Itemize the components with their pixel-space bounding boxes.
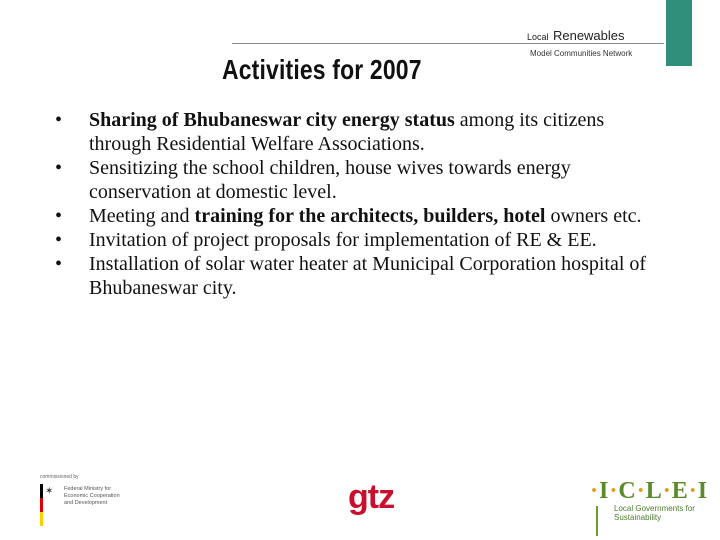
bullet-bold-text: training for the architects, builders, hotel — [194, 205, 546, 227]
bullet-text: Installation of solar water heater at Municipal Corporation hospital of Bhubaneswar city. — [89, 253, 647, 299]
bullet-text: owners etc. — [545, 205, 642, 227]
bullet-text: Meeting and — [89, 205, 195, 227]
bullet-text: Sensitizing the school children, house wives towards energy conservation at domestic level. — [89, 157, 571, 203]
brand-subtitle: Model Communities Network — [530, 49, 633, 58]
bmz-commissioned-text: commissioned by — [40, 474, 79, 480]
german-flag-icon — [40, 484, 43, 526]
slide-title: Activities for 2007 — [222, 54, 422, 85]
iclei-bracket-icon — [596, 506, 603, 536]
brand-local: Local — [527, 32, 549, 42]
list-item — [55, 228, 655, 252]
iclei-letter: L — [645, 478, 663, 504]
iclei-dot-icon: · — [590, 478, 600, 504]
list-item — [55, 204, 655, 228]
iclei-dot-icon: · — [688, 478, 698, 504]
brand-renewables: Renewables — [552, 28, 625, 43]
bullet-dot: • — [55, 109, 63, 131]
iclei-dot-icon: · — [662, 478, 672, 504]
header-accent-bar — [666, 0, 692, 66]
bullet-dot: • — [55, 157, 63, 179]
iclei-letter: I — [599, 478, 610, 504]
iclei-dot-icon: · — [636, 478, 646, 504]
bullet-text: Invitation of project proposals for implementation of RE & EE. — [89, 229, 597, 251]
list-item — [55, 156, 655, 204]
iclei-dot-icon: · — [609, 478, 619, 504]
iclei-letter: I — [697, 478, 709, 504]
bullet-dot: • — [55, 229, 63, 251]
local-renewables-brand — [527, 27, 625, 45]
eagle-icon: ✶ — [45, 486, 54, 497]
gtz-logo: gtz — [348, 478, 395, 516]
iclei-wordmark — [590, 478, 708, 505]
activity-list — [55, 108, 655, 300]
bmz-ministry-text: Federal Ministry for Economic Cooperation and Development — [64, 486, 120, 506]
iclei-letter: C — [618, 478, 637, 504]
iclei-letter: E — [671, 478, 689, 504]
list-item — [55, 252, 655, 300]
list-item — [55, 108, 655, 156]
iclei-logo — [590, 478, 709, 522]
bullet-dot: • — [55, 205, 63, 227]
bullet-dot: • — [55, 253, 63, 275]
bullet-bold-text: Sharing of Bhubaneswar city energy status — [89, 109, 455, 131]
bullet-text: among its citizens through Residential Welfare Associations. — [89, 109, 605, 155]
iclei-tagline: Local Governments for Sustainability — [614, 504, 695, 522]
